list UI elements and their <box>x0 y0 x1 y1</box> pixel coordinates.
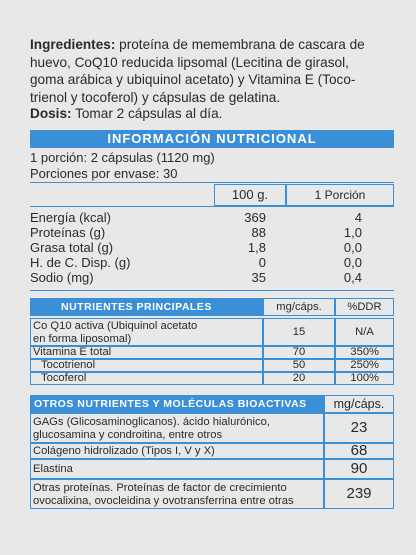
ingredients-line-1: proteína de memembrana de cascara de <box>119 37 365 52</box>
row-label-cont: ovocalixina, ovocleidina y ovotransferrina entre otras <box>33 495 294 507</box>
dosis-value: Tomar 2 cápsulas al día. <box>75 106 223 121</box>
row-label: Otras proteínas. Proteínas de factor de crecimiento <box>33 482 287 494</box>
ingredients-line-3: goma arábica y ubiquinol acetato) y Vitamina E (Toco- <box>30 72 356 87</box>
otros-row-label <box>30 413 324 443</box>
row-value-100g: 88 <box>251 225 266 240</box>
principales-row-v2: 350% <box>335 346 394 359</box>
nutrition-row <box>30 255 394 270</box>
nutrition-row <box>30 270 394 285</box>
otros-title: OTROS NUTRIENTES Y MOLÉCULAS BIOACTIVAS <box>30 395 324 413</box>
row-label-cont: en forma liposomal) <box>33 333 132 345</box>
col-portion-label: 1 Porción <box>314 188 366 202</box>
row-value-portion: 0,0 <box>343 240 362 255</box>
row-value-100g: 0 <box>258 255 266 270</box>
nutrition-row <box>30 225 394 240</box>
ingredients-label: Ingredientes: <box>30 37 116 52</box>
principales-title: NUTRIENTES PRINCIPALES <box>30 298 263 316</box>
col-100g-header <box>214 184 286 206</box>
row-label: Grasa total (g) <box>30 240 114 255</box>
row-label: Energía (kcal) <box>30 210 111 225</box>
divider <box>30 290 394 291</box>
ingredients-line-4: trienol y tocoferol) y cápsulas de gelatina. <box>30 89 281 105</box>
principales-row-v2: N/A <box>335 318 394 346</box>
row-value-portion: 1,0 <box>343 225 362 240</box>
otros-row-value: 239 <box>324 479 394 509</box>
nutrition-row <box>30 240 394 255</box>
principales-col2: %DDR <box>335 298 394 316</box>
ingredients-line-2: huevo, CoQ10 reducida lipsomal (Lecitina de girasol, <box>30 54 349 70</box>
row-value-portion: 0,0 <box>343 255 362 270</box>
col-portion-header <box>286 184 394 206</box>
principales-row-label: Vitamina E total <box>30 346 263 359</box>
principales-row-v1: 15 <box>263 318 335 346</box>
row-label: H. de C. Disp. (g) <box>30 255 131 270</box>
otros-row-label: Elastina <box>30 459 324 479</box>
divider <box>30 182 394 183</box>
otros-row-value: 90 <box>324 459 394 479</box>
principales-row-v2: 100% <box>335 372 394 385</box>
otros-col1: mg/cáps. <box>324 395 394 413</box>
row-value-portion: 4 <box>354 210 362 225</box>
col-100g-label: 100 g. <box>231 187 269 202</box>
principales-row-label: Tocotrienol <box>30 359 263 372</box>
principales-row-label <box>30 318 263 346</box>
principales-row-v1: 50 <box>263 359 335 372</box>
row-value-100g: 369 <box>244 210 266 225</box>
row-label: Sodio (mg) <box>30 270 94 285</box>
nutrition-table <box>30 210 394 285</box>
otros-row-label <box>30 479 324 509</box>
row-label: GAGs (Glicosaminoglicanos). ácido hialurónico, <box>33 416 270 428</box>
row-value-portion: 0,4 <box>343 270 362 285</box>
principales-row-v1: 20 <box>263 372 335 385</box>
principales-row-v2: 250% <box>335 359 394 372</box>
principales-col1: mg/cáps. <box>263 298 335 316</box>
principales-row-v1: 70 <box>263 346 335 359</box>
servings-text: Porciones por envase: 30 <box>30 166 178 181</box>
dosis-label: Dosis: <box>30 106 72 121</box>
ingredients-text <box>30 36 392 106</box>
otros-row-value: 68 <box>324 443 394 459</box>
row-label: Co Q10 activa (Ubiquinol acetato <box>33 320 198 332</box>
dosis-text <box>30 106 222 121</box>
row-value-100g: 35 <box>251 270 266 285</box>
otros-row-value: 23 <box>324 413 394 443</box>
portion-text: 1 porción: 2 cápsulas (1120 mg) <box>30 150 215 165</box>
row-label: Proteínas (g) <box>30 225 106 240</box>
divider <box>30 206 394 207</box>
nutrition-row <box>30 210 394 225</box>
principales-row-label: Tocoferol <box>30 372 263 385</box>
row-value-100g: 1,8 <box>247 240 266 255</box>
nutrition-title: INFORMACIÓN NUTRICIONAL <box>30 130 394 148</box>
row-label-cont: glucosamina y condroitina, entre otros <box>33 429 223 441</box>
otros-row-label: Colágeno hidrolizado (Tipos I, V y X) <box>30 443 324 459</box>
